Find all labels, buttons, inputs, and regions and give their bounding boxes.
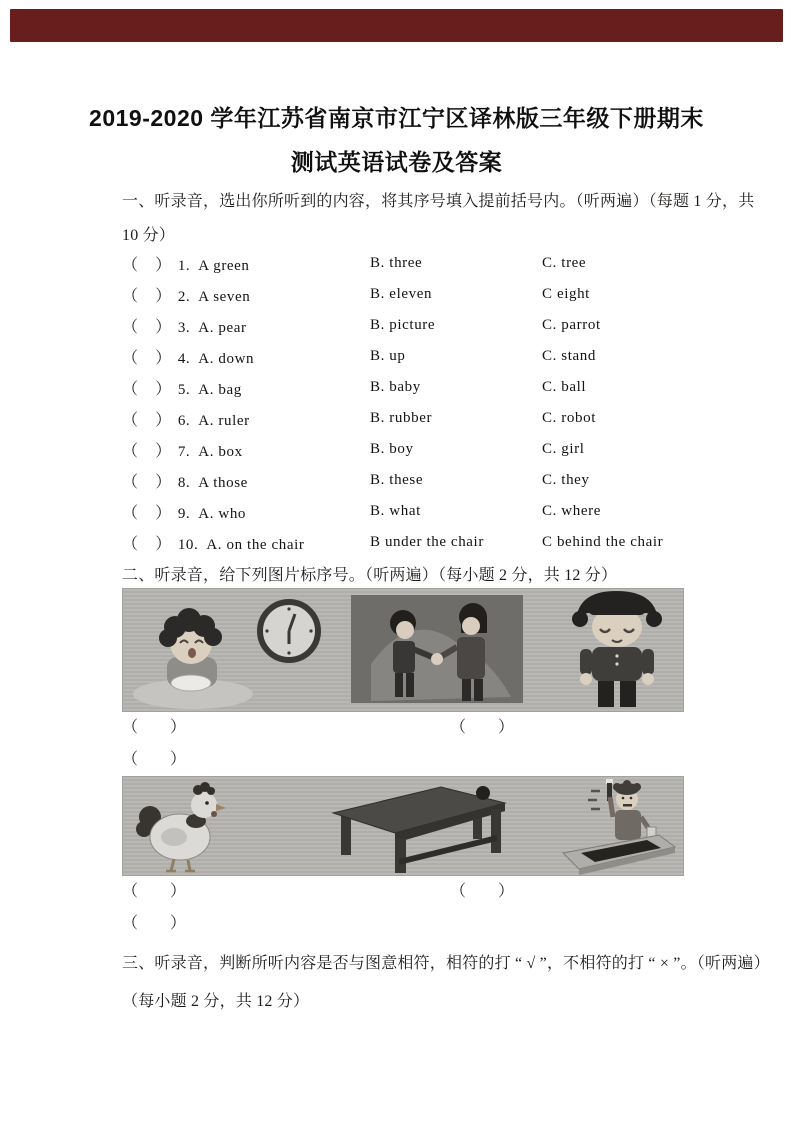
picture-two-children-holding-hands [351, 595, 523, 703]
section1-heading-line2: 10 分） [122, 227, 176, 244]
question-number: 8. [177, 475, 191, 491]
picture-boy-eating-breakfast [133, 602, 318, 709]
option-a: A green [198, 258, 250, 274]
picture-boy-standing [572, 591, 662, 707]
answer-bracket: （ ） [122, 536, 172, 553]
question-row-5 [122, 372, 682, 403]
picture-strip-1 [122, 588, 684, 712]
answer-bracket: （ ） [122, 883, 187, 900]
answer-bracket: （ ） [122, 915, 187, 932]
section1-items [122, 248, 682, 558]
question-number: 10. [177, 537, 199, 553]
option-b: B. baby [370, 379, 421, 395]
question-number: 5. [177, 382, 191, 398]
option-c: C. where [542, 503, 601, 519]
option-b: B. what [370, 503, 421, 519]
answer-bracket: （ ） [122, 751, 187, 768]
option-a: A. bag [198, 382, 242, 398]
page-title [0, 102, 793, 178]
question-row-1 [122, 248, 682, 279]
option-c: C. robot [542, 410, 596, 426]
section1-heading-line1: 一、听录音，选出你所听到的内容，将其序号填入提前括号内。（听两遍）（每题 1 分，共 [122, 193, 755, 210]
top-red-bar [10, 9, 783, 42]
option-b: B. up [370, 348, 406, 364]
option-b: B. eleven [370, 286, 433, 302]
section3-heading-line1: 三、听录音，判断所听内容是否与图意相符，相符的打 “ √ ”，不相符的打 “ × ”。（听两遍） [122, 955, 770, 972]
answer-bracket: （ ） [122, 288, 172, 305]
title-line-1: 2019-2020 学年江苏省南京市江宁区译林版三年级下册期末 [89, 105, 704, 131]
answer-bracket-row [122, 876, 682, 908]
question-number: 2. [177, 289, 191, 305]
option-b: B. picture [370, 317, 436, 333]
section3-heading-line2: （每小题 2 分，共 12 分） [122, 993, 310, 1010]
title-line-2: 测试英语试卷及答案 [290, 149, 503, 175]
clock-icon [260, 602, 318, 660]
question-row-2 [122, 279, 682, 310]
picture-strip-2 [122, 776, 684, 876]
option-b: B under the chair [370, 534, 484, 550]
answer-bracket: （ ） [122, 350, 172, 367]
answer-bracket: （ ） [122, 505, 172, 522]
answer-bracket: （ ） [122, 319, 172, 336]
option-a: A those [198, 475, 248, 491]
option-b: B. rubber [370, 410, 433, 426]
picture-hen [136, 782, 226, 871]
option-c: C. they [542, 472, 590, 488]
option-b: B. these [370, 472, 424, 488]
answer-bracket: （ ） [122, 443, 172, 460]
answer-bracket: （ ） [122, 719, 187, 736]
option-a: A seven [198, 289, 251, 305]
answer-bracket-row [122, 712, 682, 744]
answer-bracket-row [122, 744, 682, 776]
option-c: C eight [542, 286, 590, 302]
question-row-6 [122, 403, 682, 434]
question-row-8 [122, 465, 682, 496]
answer-bracket: （ ） [458, 883, 515, 900]
option-c: C. girl [542, 441, 585, 457]
answer-bracket: （ ） [122, 474, 172, 491]
option-c: C behind the chair [542, 534, 664, 550]
page-content [89, 102, 770, 1014]
answer-bracket: （ ） [458, 719, 515, 736]
option-a: A. ruler [198, 413, 250, 429]
answer-bracket: （ ） [122, 257, 172, 274]
option-c: C. tree [542, 255, 587, 271]
question-row-3 [122, 310, 682, 341]
question-number: 6. [177, 413, 191, 429]
option-b: B. boy [370, 441, 414, 457]
option-a: A. down [198, 351, 255, 367]
question-row-4 [122, 341, 682, 372]
section2-heading: 二、听录音，给下列图片标序号。（听两遍）（每小题 2 分，共 12 分） [122, 567, 618, 584]
option-c: C. stand [542, 348, 596, 364]
option-c: C. parrot [542, 317, 601, 333]
question-row-9 [122, 496, 682, 527]
option-a: A. who [198, 506, 247, 522]
picture-table [333, 786, 505, 873]
option-b: B. three [370, 255, 423, 271]
option-a: A. pear [198, 320, 247, 336]
question-number: 4. [177, 351, 191, 367]
question-row-10 [122, 527, 682, 558]
question-row-7 [122, 434, 682, 465]
answer-bracket: （ ） [122, 412, 172, 429]
answer-bracket-row [122, 908, 682, 940]
picture-man-brushing-teeth [563, 779, 675, 875]
question-number: 7. [177, 444, 191, 460]
option-c: C. ball [542, 379, 587, 395]
answer-bracket: （ ） [122, 381, 172, 398]
option-a: A. on the chair [206, 537, 305, 553]
question-number: 1. [177, 258, 191, 274]
question-number: 3. [177, 320, 191, 336]
option-a: A. box [198, 444, 243, 460]
question-number: 9. [177, 506, 191, 522]
